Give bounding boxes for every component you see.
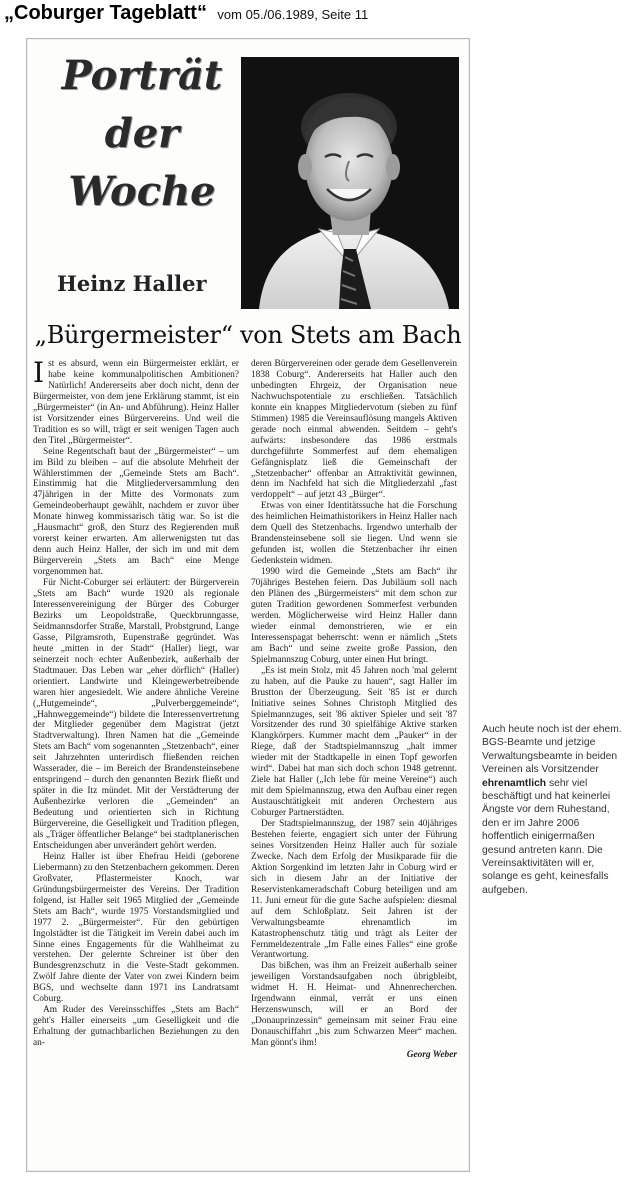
article-paragraph: „Es ist mein Stolz, mit 45 Jahren noch 'mal gelernt zu haben, auf die Pauke zu hauen“, sagt Haller im Brustton der Überzeugung. Seit '85 ist er durch Initiative seines Sohnes Christoph Mitglied des Spielmannzuges, seit '86 aktiver Spieler und seit '87 Vorsitzender des rund 30 spielfähige Aktive starken Klangkörpers. Kummer macht dem „Pauker“ in der Riege, daß der Stadtspielmannszug „halt immer wieder mit der Stadtkapelle in einen Topf geworfen wird“. Dabei hat man sich doch schon 1948 getrennt. Ziele hat Haller („Ich lebe für meine Vereine“) auch mit dem Spielmannszug, etwa den Aufbau einer regen Austauschtätigkeit mit anderen Orchestern aus Coburger Partnerstädten.	[251, 665, 457, 819]
article-column-left	[33, 359, 239, 1159]
article-author: Georg Weber	[406, 1050, 457, 1061]
section-title	[37, 47, 247, 247]
side-note	[482, 723, 624, 897]
article-paragraph: Ist es absurd, wenn ein Bürgermeister erklärt, er habe keine kommunalpolitischen Ambitionen? Natürlich! Andererseits aber doch nicht, denn der Bürgermeister, von dem jene Erklärung stammt, ist ein „Bürgermeister“ (in An- und Abführung). Heinz Haller ist Vorsitzender eines Bürgervereins. Und weil die Tradition es so will, trägt er seit wenigen Tagen auch den Titel „Bürgermeister“.	[33, 359, 239, 446]
portrait-photo-image	[241, 57, 459, 309]
portrait-photo	[241, 57, 459, 309]
page-header	[4, 2, 504, 26]
drop-cap: I	[33, 359, 45, 389]
article-paragraph: Am Ruder des Vereinsschiffes „Stets am Bach“ geht's Haller einerseits „um Geselligkeit und die Erhaltung der gutnachbarlichen Beziehungen zu den an-	[33, 1005, 239, 1049]
article-column-right	[251, 359, 457, 1159]
portrait-name: Heinz Haller	[57, 271, 207, 296]
newspaper-name: „Coburger Tageblatt“	[4, 2, 207, 24]
article-paragraph: Etwas von einer Identitätssuche hat die Forschung des heimlichen Heimathistorikers in Heinz Haller nach dem Quell des Stetzenbachs. Irgendwo unterhalb der Brandensteinsebene soll sie liegen. Und wenn sie gefunden ist, wollen die Stetzenbacher ihr einen Gedenkstein widmen.	[251, 501, 457, 567]
article-paragraph: Der Stadtspielmannszug, der 1987 sein 40jähriges Bestehen feierte, engagiert sich unter der Führung seines Vorsitzenden Heinz Haller auch für soziale Zwecke. Nach dem Erfolg der Musikparade für die Aktion Sorgenkind im letzten Jahr in Coburg wird er sich in diesem Jahr an der Initiative der Reservistenkameradschaft Coburg beteiligen und am 11. Juni erneut für die gute Sache aufspielen: diesmal auf dem Schloßplatz. Seit Jahren ist der Verwaltungsbeamte ehrenamtlich im Katastrophenschutz tätig und trägt als Leiter der Fernmeldezentrale „Im Falle eines Falles“ eine große Verantwortung.	[251, 819, 457, 961]
side-note-text: sehr viel beschäftigt und hat keinerlei Ängste vor dem Ruhestand, den er im Jahre 2006 hoffentlich einigermaßen gesund antreten kann. Die Vereinsaktivitäten will er, solange es geht, keinesfalls aufgeben.	[482, 777, 611, 896]
newspaper-clipping	[26, 38, 470, 1172]
side-note-emphasis: ehrenamtlich	[482, 777, 547, 789]
section-title-line: Porträt	[61, 52, 223, 99]
section-title-line: Woche	[68, 168, 216, 215]
side-note-text: Auch heute noch ist der ehem. BGS-Beamte und jetzige Verwaltungsbeamte in beiden Vereinen als Vorsitzender	[482, 724, 622, 776]
article-paragraph: deren Bürgervereinen oder gerade dem Gesellenverein 1838 Coburg“. Andererseits hat Haller auch den unbedingten Ehrgeiz, der Organisation neue Nachwuchspotentiale zu erschließen. Tatsächlich konnte ein knappes Mitgliedervotum (sieben zu fünf Stimmen) 1985 die Vereinsauflösung mangels Aktiven gerade noch einmal abwenden. Seitdem – geht's aufwärts: insbesondere das 1986 erstmals durchgeführte Sommerfest auf dem ehemaligen Gefängnisplatz ließ die Gemeinschaft der „Stetzenbacher“ offenbar an Attraktivität gewinnen, denn im Nachfeld hat sich die Mitgliederzahl „fast verdoppelt“ – auf jetzt 43 „Bürger“.	[251, 359, 457, 501]
article-paragraph: Seine Regentschaft baut der „Bürgermeister“ – um im Bild zu bleiben – auf die absolute Mehrheit der Wählerstimmen der „Gemeinde Stets am Bach“. Einstimmig hat die Mitgliederversammlung den 47jährigen in der Mitte des Vormonats zum Gemeindeoberhaupt gewählt, nachdem er zuvor über Monate hinweg kommissarisch tätig war. So ist die „Hausmacht“ groß, den Sturz des Regierenden muß vorerst keiner erwarten. Am allerwenigsten tut das denn auch Heinz Haller, der sich im und mit dem Bürgerverein „Stets am Bach“ eine Menge vorgenommen hat.	[33, 446, 239, 578]
section-title-line: der	[104, 110, 180, 157]
publication-date: vom 05./06.1989, Seite 11	[217, 7, 369, 22]
article-paragraph: Das bißchen, was ihm an Freizeit außerhalb seiner jeweiligen Vorstandsaufgaben noch übrigbleibt, widmet H. H. Heimat- und Ahnenrecherchen. Irgendwann einmal, verrät er uns einen Herzenswunsch, will er an Bord der „Donauprinzessin“ gemeinsam mit seiner Frau eine Donauschiffahrt „bis zum Schwarzen Meer“ machen. Man gönnt's ihm!	[251, 961, 457, 1049]
article-paragraph: Heinz Haller ist über Ehefrau Heidi (geborene Liebermann) zu den Stetzenbachern gekommen. Deren Großvater, Pflastermeister Knoch, war Gründungsbürgermeister des Vereins. Der Tradition folgend, ist Haller seit 1965 Mitglied der „Gemeinde Stets am Bach“, wurde 1975 Vorstandsmitglied und 1977 2. „Bürgermeister“. Für den gebürtigen Ingolstädter ist die Tätigkeit im Verein dabei auch im Sinne eines Engagements für die Wahlheimat zu verstehen. Der gelernte Schreiner ist über den Bundesgrenzschutz in die Veste-Stadt gekommen. Zwölf Jahre diente der Vater von zwei Kindern beim BGS, und wechselte dann 1971 ins Landratsamt Coburg.	[33, 851, 239, 1005]
article-paragraph: 1990 wird die Gemeinde „Stets am Bach“ ihr 70jähriges Bestehen feiern. Das Jubiläum soll nach den Plänen des „Bürgermeisters“ mit dem schon zur guten Tradition gewordenen Sommerfest verbunden werden. Möglicherweise wird Heinz Haller dann wieder einmal demonstrieren, wie er ein Interessenspagat beherrscht: wenn er nämlich „Stets am Bach“ und seine zweite große Passion, den Spielmannszug Coburg, unter einen Hut bringt.	[251, 567, 457, 665]
article-paragraph: Für Nicht-Coburger sei erläutert: der Bürgerverein „Stets am Bach“ wurde 1920 als regionale Interessenvereinigung der Bürger des Coburger Bezirks um Leopoldstraße, Queckbrunngasse, Seidmannsdorfer Straße, Marstall, Probstgrund, Lange Gasse, Pilgramsroth, Eupenstraße gegründet. Was heute „mitten in der Stadt“ (Haller) liegt, war seinerzeit noch echter Außenbezirk, außerhalb der Stadtmauer. Das Leben war „eher dörflich“ (Haller) orientiert. Landwirte und Kleingewerbetreibende waren hier angesiedelt. Wie andere ähnliche Vereine („Hutgemeinde“, „Pulverberggemeinde“, „Hahnweggemeinde“) bildete die Interessenvertretung der Mitglieder gegenüber dem Magistrat (jetzt Stadtverwaltung). Ihren Namen hat die „Gemeinde Stets am Bach“ vom sogenannten „Stetzenbach“, einer seit Jahrzehnten unterirdisch fließenden reichen Wasserader, die – im Bereich der Brandensteinsebene entspringend – durch den genannten Bezirk fließt und später in die Itz mündet. Mit der Verstädterung der Außenbezirke verloren die „Gemeinden“ an Bedeutung und orientierten sich in Richtung Bürgervereine, die Geselligkeit und Tradition pflegen, als „Träger öffentlicher Belange“ bei stadtplanerischen Entscheidungen aber unverändert gehört werden.	[33, 578, 239, 851]
article-headline: „Bürgermeister“ von Stets am Bach	[34, 321, 462, 349]
